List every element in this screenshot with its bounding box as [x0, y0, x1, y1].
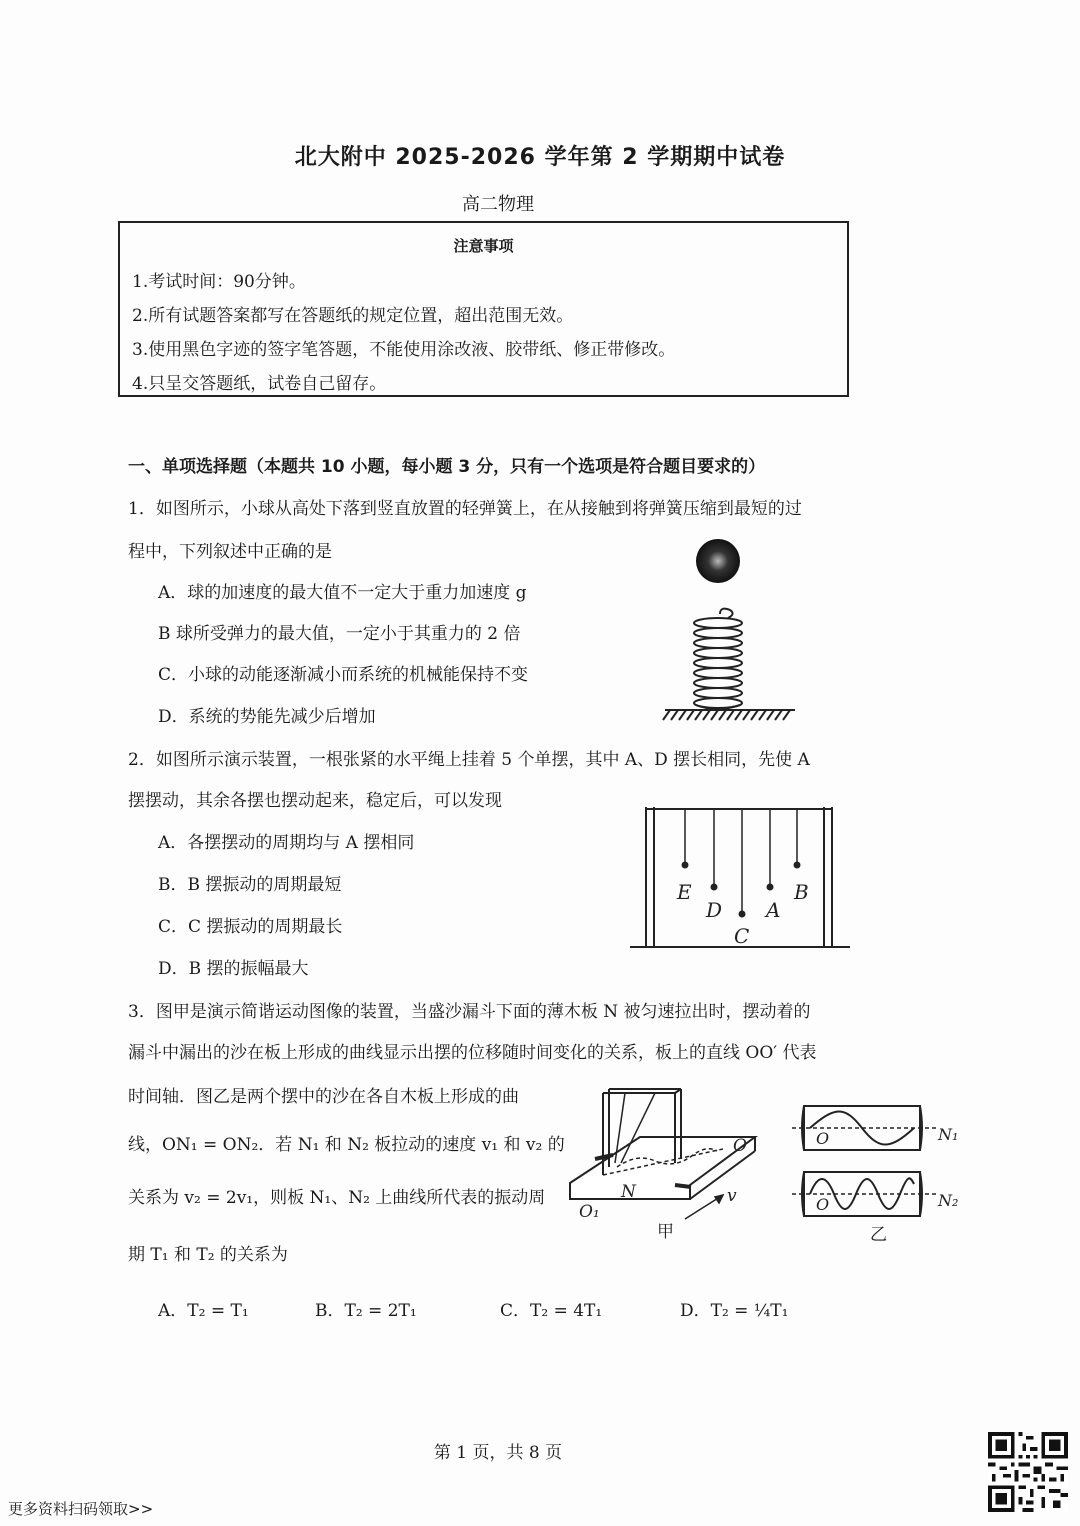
q2-stem-line2: 摆摆动，其余各摆也摆动起来，稳定后，可以发现 — [128, 791, 502, 811]
q3-stem-line2: 漏斗中漏出的沙在板上形成的曲线显示出摆的位移随时间变化的关系，板上的直线 OO′ 代表 — [128, 1043, 817, 1063]
sand-trace-boards-figure — [790, 1100, 965, 1248]
label-o: O — [733, 1136, 747, 1156]
sand-pendulum-apparatus-figure — [565, 1075, 780, 1245]
notice-item: 1.考试时间：90分钟。 — [132, 272, 306, 292]
pendulum-label-a: A — [766, 898, 781, 922]
q2-stem-line1: 2．如图所示演示装置，一根张紧的水平绳上挂着 5 个单摆，其中 A、D 摆长相同，先使 A — [128, 750, 810, 770]
ball-spring-figure — [660, 530, 805, 730]
notice-item: 2.所有试题答案都写在答题纸的规定位置，超出范围无效。 — [132, 306, 574, 326]
notice-title: 注意事项 — [453, 237, 514, 255]
q2-option-d: D．B 摆的振幅最大 — [158, 959, 309, 979]
page-number: 第 1 页，共 8 页 — [433, 1443, 563, 1463]
label-n: N — [621, 1182, 636, 1202]
q3-stem-line1: 3．图甲是演示简谐运动图像的装置，当盛沙漏斗下面的薄木板 N 被匀速拉出时，摆动着的 — [128, 1002, 811, 1022]
q3-stem-line4: 线，ON₁ = ON₂．若 N₁ 和 N₂ 板拉动的速度 v₁ 和 v₂ 的 — [128, 1135, 565, 1155]
pendulum-label-c: C — [734, 924, 750, 948]
page-title: 北大附中 2025-2026 学年第 2 学期期中试卷 — [294, 145, 786, 170]
spring-icon — [694, 609, 742, 709]
notice-box — [118, 221, 849, 397]
q1-option-c: C．小球的动能逐渐减小而系统的机械能保持不变 — [158, 665, 529, 685]
subject-subtitle: 高二物理 — [462, 194, 534, 215]
figure-caption-yi: 乙 — [870, 1225, 887, 1245]
q2-option-a: A．各摆摆动的周期均与 A 摆相同 — [158, 833, 415, 853]
q3-option-c: C．T₂ = 4T₁ — [500, 1301, 603, 1321]
q1-stem-line2: 程中，下列叙述中正确的是 — [128, 542, 332, 562]
ball-icon — [696, 539, 740, 583]
q3-option-d: D．T₂ = ¼T₁ — [680, 1301, 789, 1321]
pendulum-a-bob — [767, 884, 774, 891]
q2-option-c: C．C 摆振动的周期最长 — [158, 917, 343, 937]
q3-option-b: B．T₂ = 2T₁ — [315, 1301, 417, 1321]
qr-code-icon[interactable] — [988, 1432, 1068, 1512]
q1-option-b: B 球所受弹力的最大值，一定小于其重力的 2 倍 — [158, 624, 521, 644]
q1-option-d: D．系统的势能先减少后增加 — [158, 707, 376, 727]
label-o1: O₁ — [579, 1202, 600, 1222]
q3-stem-line5: 关系为 v₂ = 2v₁，则板 N₁、N₂ 上曲线所代表的振动周 — [128, 1188, 546, 1208]
pendulum-b-bob — [794, 862, 801, 869]
q3-option-a: A．T₂ = T₁ — [158, 1301, 249, 1321]
more-resources-link[interactable]: 更多资料扫码领取>> — [8, 1500, 154, 1518]
notice-item: 4.只呈交答题纸，试卷自己留存。 — [132, 374, 387, 394]
pendulum-label-b: B — [794, 880, 809, 904]
label-n1: N₁ — [938, 1125, 959, 1144]
q1-option-a: A．球的加速度的最大值不一定大于重力加速度 g — [158, 583, 527, 603]
q1-stem-line1: 1．如图所示，小球从高处下落到竖直放置的轻弹簧上，在从接触到将弹簧压缩到最短的过 — [128, 499, 802, 519]
ground-icon — [663, 710, 795, 720]
pendulum-c-bob — [739, 911, 746, 918]
label-v: v — [727, 1186, 737, 1206]
notice-item: 3.使用黑色字迹的签字笔答题，不能使用涂改液、胶带纸、修正带修改。 — [132, 340, 676, 360]
pendulum-e-bob — [682, 862, 689, 869]
q3-stem-line6: 期 T₁ 和 T₂ 的关系为 — [128, 1245, 288, 1265]
section-heading: 一、单项选择题（本题共 10 小题，每小题 3 分，只有一个选项是符合题目要求的） — [128, 457, 766, 477]
label-o-bottom: O — [816, 1195, 830, 1214]
q3-stem-line3: 时间轴．图乙是两个摆中的沙在各自木板上形成的曲 — [128, 1087, 519, 1107]
pendulum-figure — [628, 805, 853, 950]
pendulum-label-d: D — [706, 898, 723, 922]
figure-caption-jia: 甲 — [657, 1222, 674, 1242]
label-n2: N₂ — [938, 1191, 959, 1210]
pendulum-d-bob — [711, 884, 718, 891]
q2-option-b: B．B 摆振动的周期最短 — [158, 875, 342, 895]
pendulum-label-e: E — [677, 880, 692, 904]
label-o-top: O — [816, 1129, 830, 1148]
